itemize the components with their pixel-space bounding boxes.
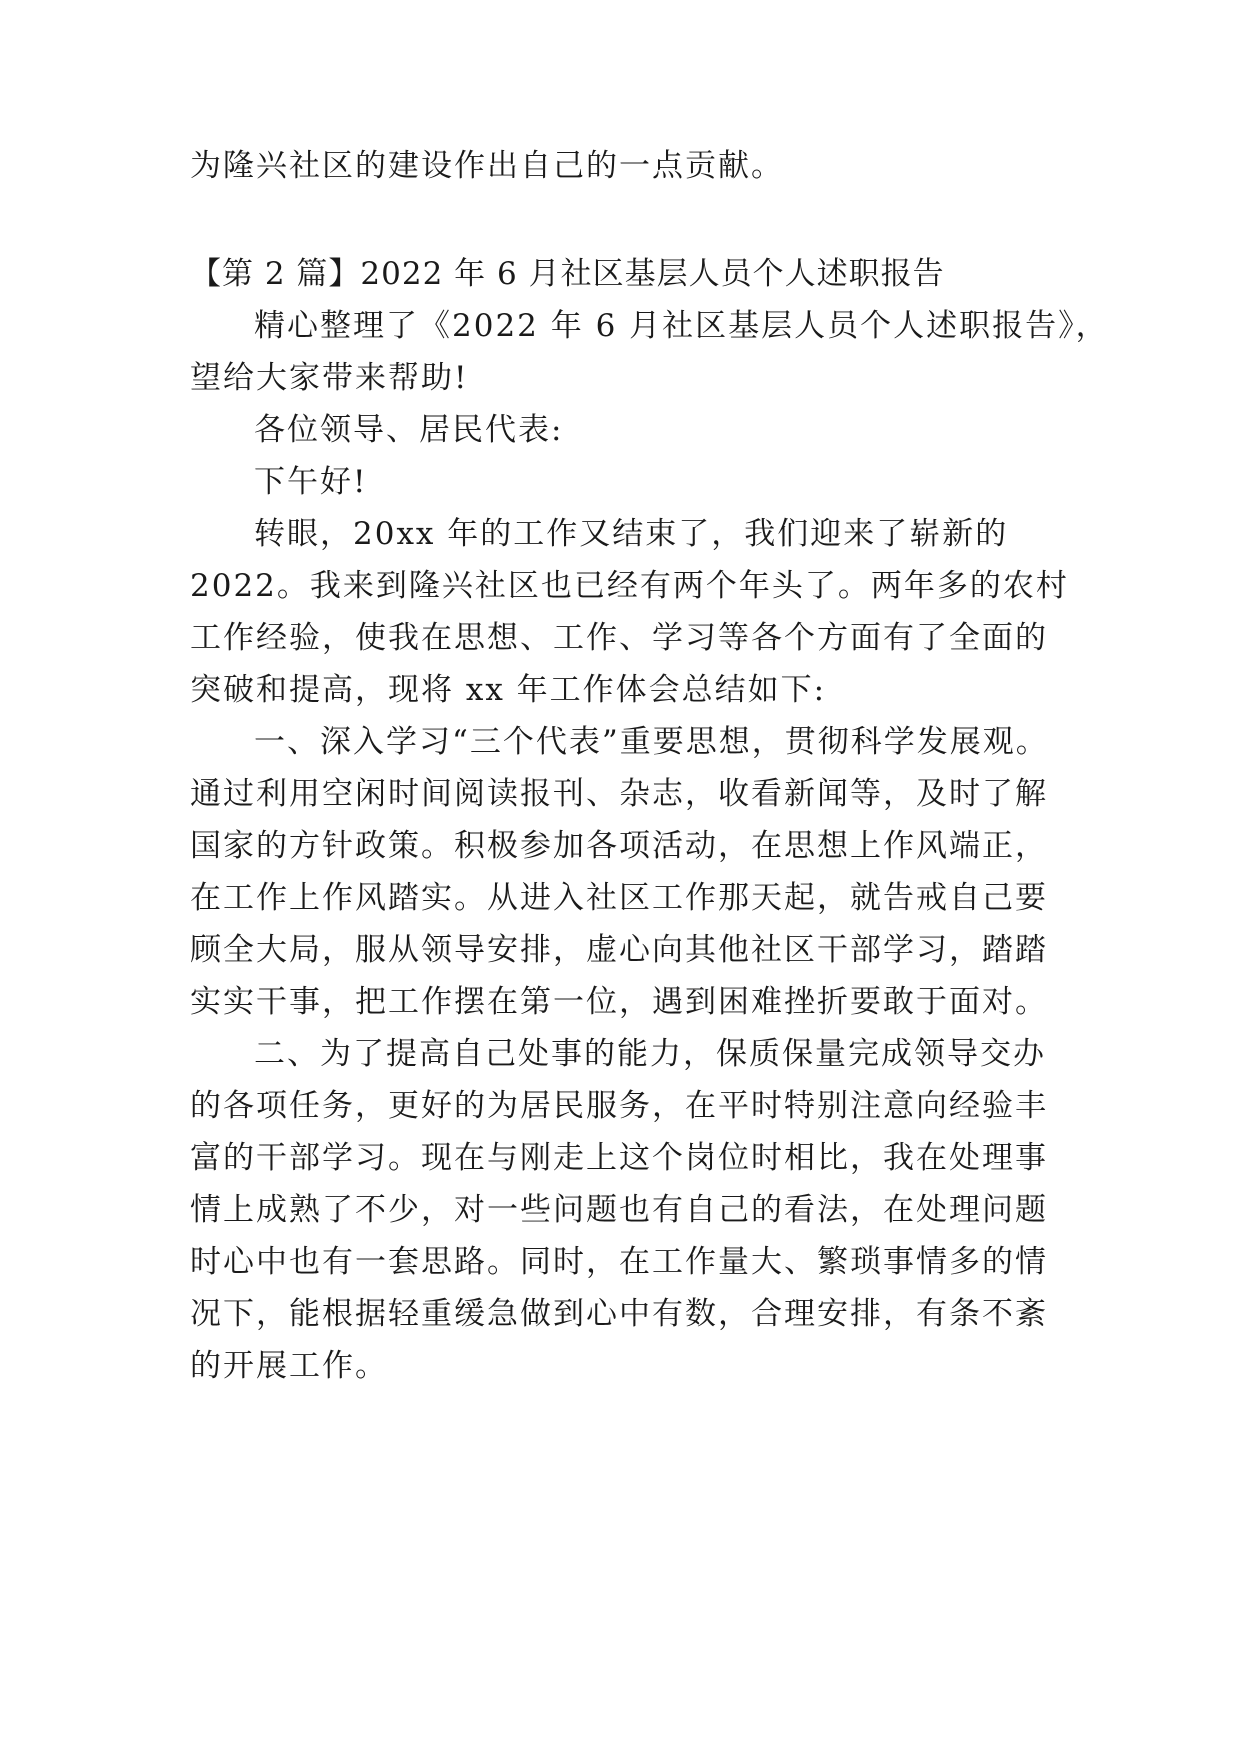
- paragraph-line: 实实干事，把工作摆在第一位，遇到困难挫折要敢于面对。: [190, 984, 1048, 1020]
- greeting: 下午好!: [254, 464, 368, 500]
- paragraph-line: 通过利用空闲时间阅读报刊、杂志，收看新闻等，及时了解: [190, 776, 1048, 812]
- continuation-line: 为隆兴社区的建设作出自己的一点贡献。: [190, 148, 784, 184]
- paragraph-line: 情上成熟了不少，对一些问题也有自己的看法，在处理问题: [190, 1192, 1048, 1228]
- paragraph-line: 一、深入学习“三个代表”重要思想，贯彻科学发展观。: [254, 724, 1049, 760]
- salutation: 各位领导、居民代表:: [254, 412, 564, 448]
- paragraph-line: 突破和提高，现将 xx 年工作体会总结如下:: [190, 672, 827, 708]
- paragraph-line: 转眼，20xx 年的工作又结束了，我们迎来了崭新的: [254, 516, 1009, 552]
- intro-line: 精心整理了《2022 年 6 月社区基层人员个人述职报告》，: [254, 308, 1109, 344]
- paragraph-line: 况下，能根据轻重缓急做到心中有数，合理安排，有条不紊: [190, 1296, 1048, 1332]
- paragraph-line: 的开展工作。: [190, 1348, 388, 1384]
- paragraph-line: 顾全大局，服从领导安排，虚心向其他社区干部学习，踏踏: [190, 932, 1048, 968]
- paragraph-line: 二、为了提高自己处事的能力，保质保量完成领导交办: [254, 1036, 1046, 1072]
- paragraph-line: 在工作上作风踏实。从进入社区工作那天起，就告戒自己要: [190, 880, 1048, 916]
- paragraph-line: 时心中也有一套思路。同时，在工作量大、繁琐事情多的情: [190, 1244, 1048, 1280]
- paragraph-line: 富的干部学习。现在与刚走上这个岗位时相比，我在处理事: [190, 1140, 1048, 1176]
- paragraph-line: 2022。我来到隆兴社区也已经有两个年头了。两年多的农村: [190, 568, 1069, 604]
- paragraph-line: 工作经验，使我在思想、工作、学习等各个方面有了全面的: [190, 620, 1048, 656]
- paragraph-line: 的各项任务，更好的为居民服务，在平时特别注意向经验丰: [190, 1088, 1048, 1124]
- paragraph-line: 国家的方针政策。积极参加各项活动，在思想上作风端正，: [190, 828, 1048, 864]
- intro-line: 望给大家带来帮助!: [190, 360, 469, 396]
- section-heading: 【第 2 篇】2022 年 6 月社区基层人员个人述职报告: [190, 256, 945, 292]
